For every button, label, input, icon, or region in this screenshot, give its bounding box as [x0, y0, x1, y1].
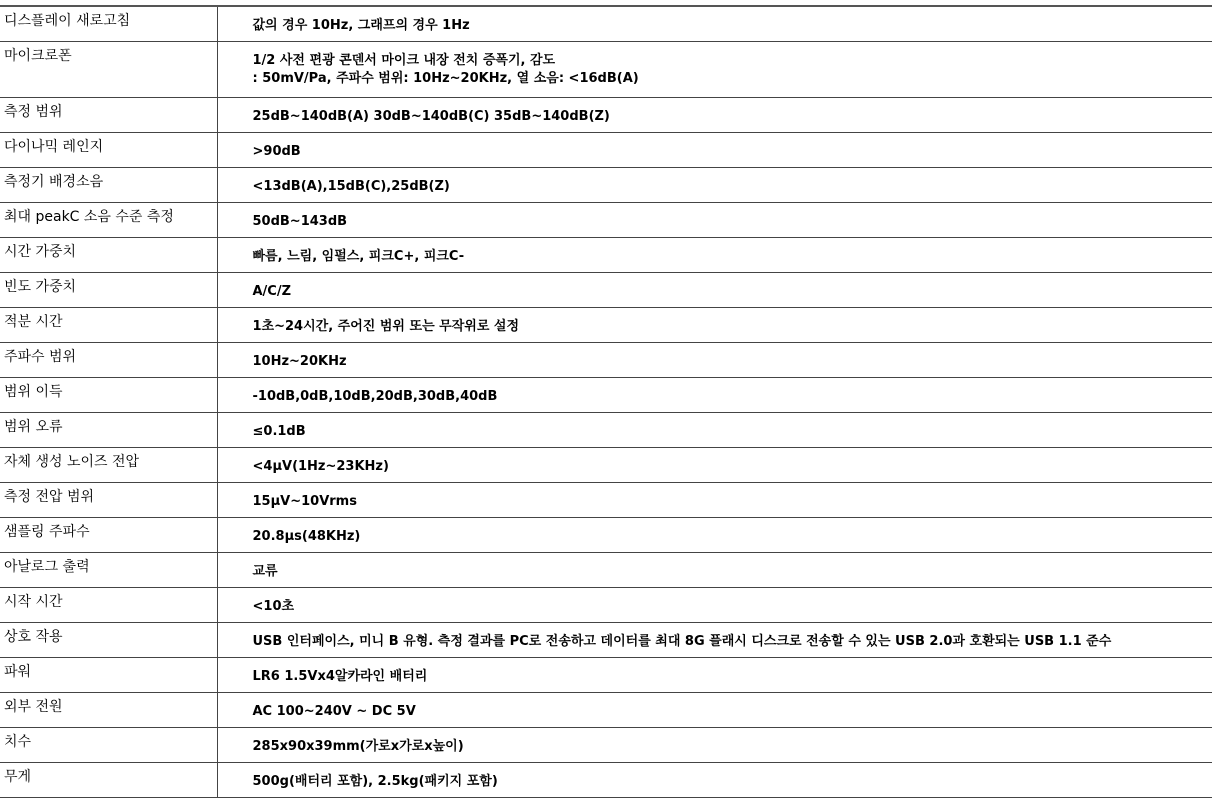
spec-row-frequency-range — [0, 342, 1212, 377]
spec-row-range-gain — [0, 377, 1212, 412]
spec-value: 15μV~10Vrms — [217, 482, 1212, 517]
spec-value: 25dB~140dB(A) 30dB~140dB(C) 35dB~140dB(Z) — [217, 97, 1212, 132]
spec-label: 시간 가중치 — [0, 237, 217, 272]
spec-label: 범위 이득 — [0, 377, 217, 412]
spec-label: 샘플링 주파수 — [0, 517, 217, 552]
spec-value: ≤0.1dB — [217, 412, 1212, 447]
spec-value: 10Hz~20KHz — [217, 342, 1212, 377]
spec-value: <10초 — [217, 587, 1212, 622]
spec-value: -10dB,0dB,10dB,20dB,30dB,40dB — [217, 377, 1212, 412]
spec-row-display-refresh — [0, 6, 1212, 41]
spec-label: 측정 범위 — [0, 97, 217, 132]
spec-label: 상호 작용 — [0, 622, 217, 657]
spec-value: 교류 — [217, 552, 1212, 587]
spec-label: 디스플레이 새로고침 — [0, 6, 217, 41]
spec-row-power — [0, 657, 1212, 692]
spec-label: 무게 — [0, 762, 217, 797]
spec-label: 측정기 배경소음 — [0, 167, 217, 202]
spec-label: 빈도 가중치 — [0, 272, 217, 307]
spec-value: 값의 경우 10Hz, 그래프의 경우 1Hz — [217, 6, 1212, 41]
spec-label: 치수 — [0, 727, 217, 762]
spec-row-interaction — [0, 622, 1212, 657]
spec-value: <4μV(1Hz~23KHz) — [217, 447, 1212, 482]
spec-row-self-noise — [0, 447, 1212, 482]
spec-row-external-power — [0, 692, 1212, 727]
spec-value: 20.8μs(48KHz) — [217, 517, 1212, 552]
spec-label: 다이나믹 레인지 — [0, 132, 217, 167]
spec-row-sampling-frequency — [0, 517, 1212, 552]
spec-value-line-2: : 50mV/Pa, 주파수 범위: 10Hz~20KHz, 열 소음: <16dB(A) — [252, 70, 639, 86]
spec-row-dimensions — [0, 727, 1212, 762]
spec-row-frequency-weighting — [0, 272, 1212, 307]
spec-row-measurement-range — [0, 97, 1212, 132]
spec-row-integration-time — [0, 307, 1212, 342]
spec-label: 주파수 범위 — [0, 342, 217, 377]
spec-table — [0, 5, 1212, 798]
spec-value: >90dB — [217, 132, 1212, 167]
spec-label: 마이크로폰 — [0, 41, 217, 97]
spec-value: LR6 1.5Vx4알카라인 배터리 — [217, 657, 1212, 692]
spec-value: 빠름, 느림, 임펄스, 피크C+, 피크C- — [217, 237, 1212, 272]
spec-value: 500g(배터리 포함), 2.5kg(패키지 포함) — [217, 762, 1212, 797]
spec-row-peak-level — [0, 202, 1212, 237]
spec-label: 적분 시간 — [0, 307, 217, 342]
spec-value: AC 100~240V ~ DC 5V — [217, 692, 1212, 727]
spec-label: 외부 전원 — [0, 692, 217, 727]
spec-row-start-time — [0, 587, 1212, 622]
spec-row-background-noise — [0, 167, 1212, 202]
spec-value: USB 인터페이스, 미니 B 유형. 측정 결과를 PC로 전송하고 데이터를 최대 8G 플래시 디스크로 전송할 수 있는 USB 2.0과 호환되는 USB 1.1 준수 — [217, 622, 1212, 657]
spec-value: 285x90x39mm(가로x가로x높이) — [217, 727, 1212, 762]
spec-label: 범위 오류 — [0, 412, 217, 447]
spec-label: 측정 전압 범위 — [0, 482, 217, 517]
spec-value: A/C/Z — [217, 272, 1212, 307]
spec-value-line-1: 1/2 사전 편광 콘덴서 마이크 내장 전치 증폭기, 감도 — [252, 52, 556, 68]
spec-row-microphone — [0, 41, 1212, 97]
spec-row-weight — [0, 762, 1212, 797]
spec-row-dynamic-range — [0, 132, 1212, 167]
spec-row-voltage-range — [0, 482, 1212, 517]
spec-value: 50dB~143dB — [217, 202, 1212, 237]
spec-value: 1초~24시간, 주어진 범위 또는 무작위로 설정 — [217, 307, 1212, 342]
spec-label: 파워 — [0, 657, 217, 692]
spec-label: 최대 peakC 소음 수준 측정 — [0, 202, 217, 237]
spec-row-analog-output — [0, 552, 1212, 587]
spec-value: <13dB(A),15dB(C),25dB(Z) — [217, 167, 1212, 202]
spec-row-time-weighting — [0, 237, 1212, 272]
spec-row-range-error — [0, 412, 1212, 447]
spec-value — [217, 41, 1212, 97]
spec-label: 아날로그 출력 — [0, 552, 217, 587]
spec-label: 시작 시간 — [0, 587, 217, 622]
spec-label: 자체 생성 노이즈 전압 — [0, 447, 217, 482]
